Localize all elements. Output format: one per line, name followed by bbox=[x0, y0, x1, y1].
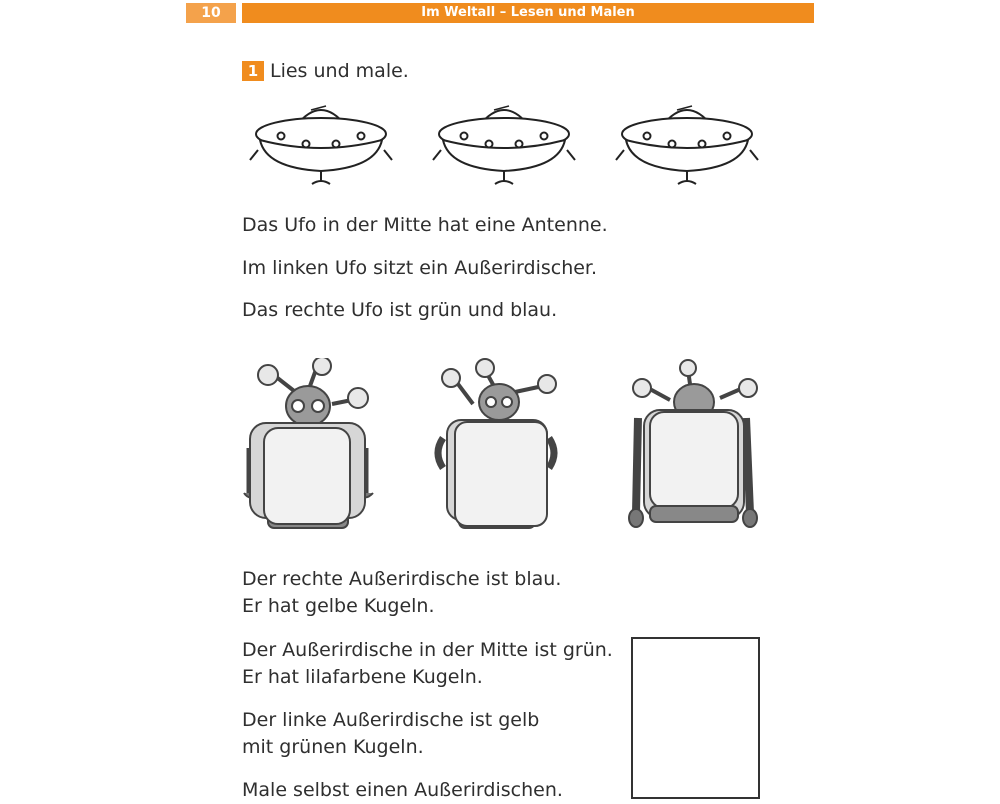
alien-sentence-3: Der Außerirdische in der Mitte ist grün. bbox=[242, 639, 613, 661]
alien-right-illustration bbox=[628, 358, 778, 543]
alien-left-illustration bbox=[240, 358, 390, 543]
page-title: Im Weltall – Lesen und Malen bbox=[242, 3, 814, 23]
ufo-sentence-1: Das Ufo in der Mitte hat eine Antenne. bbox=[242, 214, 608, 236]
alien-sentence-4: Er hat lilafarbene Kugeln. bbox=[242, 666, 483, 688]
alien-sentence-6: mit grünen Kugeln. bbox=[242, 736, 424, 758]
task-number-badge: 1 bbox=[242, 61, 264, 81]
ufo-middle-illustration bbox=[429, 96, 579, 191]
alien-sentence-1: Der rechte Außerirdische ist blau. bbox=[242, 568, 562, 590]
alien-sentence-2: Er hat gelbe Kugeln. bbox=[242, 595, 435, 617]
alien-sentence-7: Male selbst einen Außerirdischen. bbox=[242, 779, 563, 801]
drawing-box[interactable] bbox=[631, 637, 760, 799]
task-instruction: Lies und male. bbox=[270, 60, 409, 82]
ufo-sentence-3: Das rechte Ufo ist grün und blau. bbox=[242, 299, 558, 321]
page-number: 10 bbox=[186, 3, 236, 23]
ufo-right-illustration bbox=[612, 96, 762, 191]
ufo-left-illustration bbox=[246, 96, 396, 191]
alien-sentence-5: Der linke Außerirdische ist gelb bbox=[242, 709, 540, 731]
ufo-sentence-2: Im linken Ufo sitzt ein Außerirdischer. bbox=[242, 257, 598, 279]
alien-middle-illustration bbox=[433, 358, 583, 543]
